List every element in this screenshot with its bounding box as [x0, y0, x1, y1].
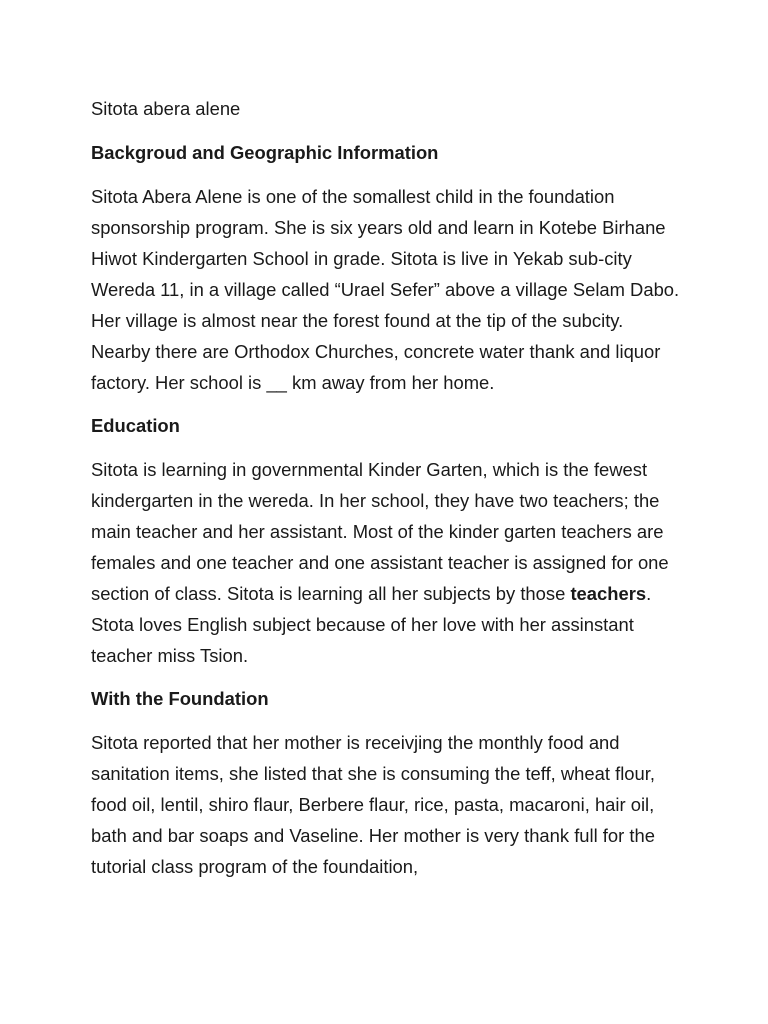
section-paragraph-foundation: Sitota reported that her mother is receivjing the monthly food and sanitation items, she listed that she is consuming the teff, wheat flour, food oil, lentil, shiro flaur, Berbere flaur, rice, pasta, macaroni, hair oil, bath and bar soaps and Vaseline. Her mother is very thank full for the tutorial class program of the foundaition,: [91, 732, 655, 877]
section-heading-foundation: With the Foundation: [91, 688, 269, 709]
section-heading-background: Backgroud and Geographic Information: [91, 142, 439, 163]
document-title: Sitota abera alene: [91, 98, 241, 119]
section-heading-education: Education: [91, 415, 180, 436]
section-paragraph-background: Sitota Abera Alene is one of the somallest child in the foundation sponsorship program. She is six years old and learn in Kotebe Birhane Hiwot Kindergarten School in grade. Sitota is live in Yekab sub-city Wereda 11, in a village called “Urael Sefer” above a village Selam Dabo. Her village is almost near the forest found at the tip of the subcity. Nearby there are Orthodox Churches, concrete water thank and liquor factory. Her school is __ km away from her home.: [91, 186, 680, 393]
section-paragraph-education: [91, 454, 686, 671]
education-text-bold: teachers: [570, 583, 647, 604]
education-text-part1: Sitota is learning in governmental Kinder Garten, which is the fewest kindergarten in the wereda. In her school, they have two teachers; the main teacher and her assistant. Most of the kinder garten teachers are females and one teacher and one assistant teacher is assigned for one section of class. Sitota is learning all her subjects by those: [91, 459, 669, 604]
education-text-part2: . Stota loves English subject because of her love with her assinstant teacher miss Tsion.: [91, 583, 652, 666]
